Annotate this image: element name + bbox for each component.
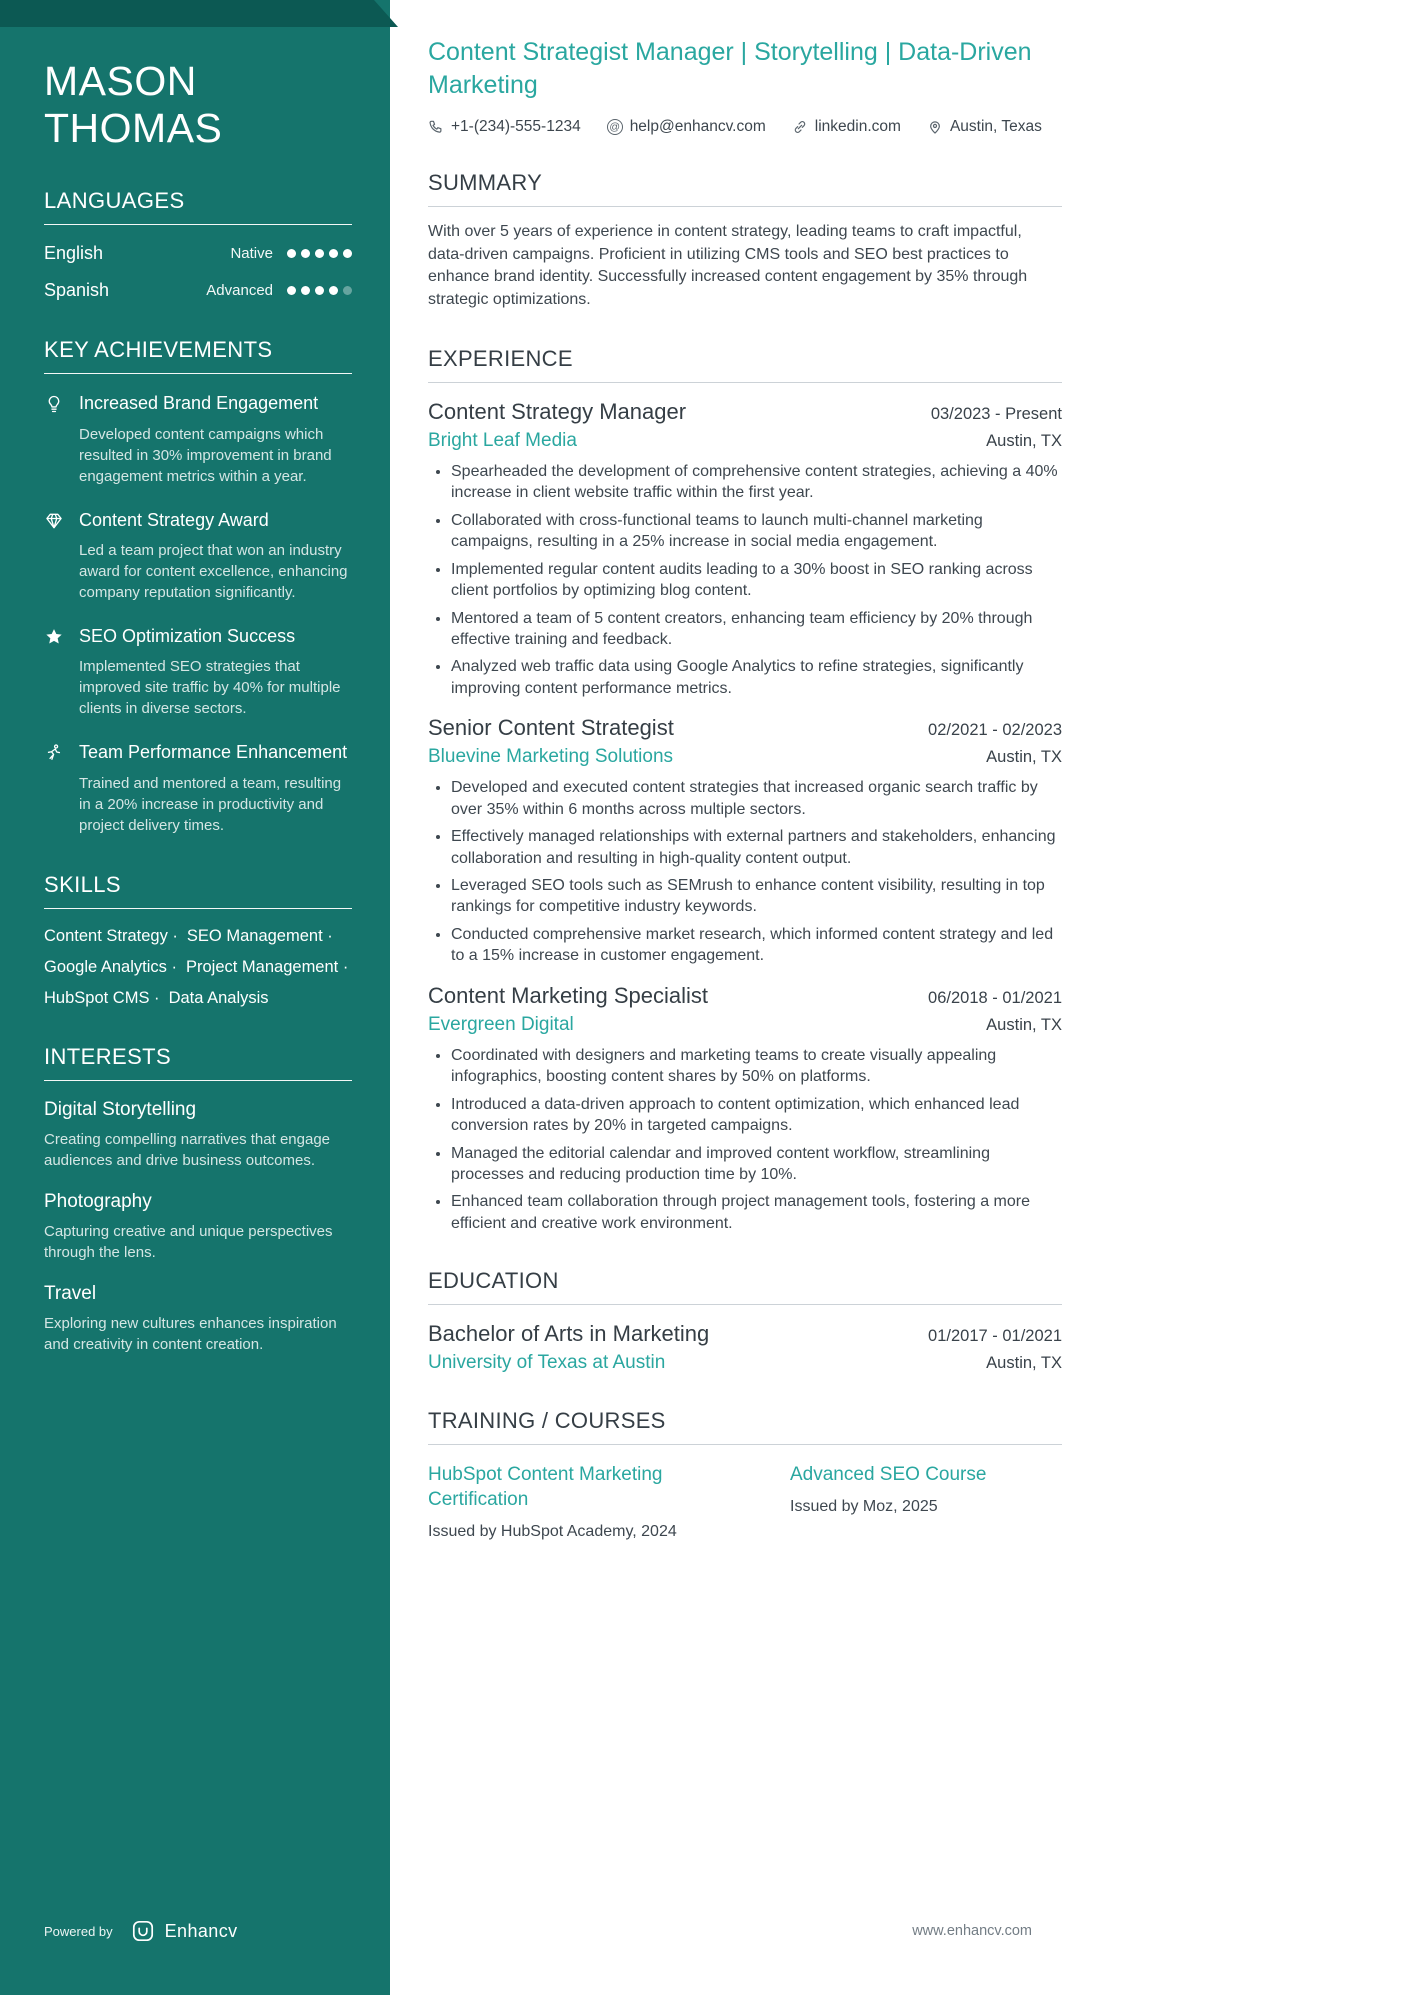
bullet-item: • Effectively managed relationships with external partners and stakeholders, enhancing collaboration and resulting in high-quality content output. bbox=[451, 826, 1062, 869]
skill-item: SEO Management · bbox=[187, 927, 333, 946]
skills-heading: SKILLS bbox=[44, 872, 352, 909]
interest-item bbox=[44, 1191, 352, 1263]
language-level-dots bbox=[287, 249, 352, 258]
email-contact[interactable] bbox=[607, 118, 766, 136]
phone-contact bbox=[428, 118, 581, 136]
job-dates: 03/2023 - Present bbox=[930, 404, 1062, 423]
skill-item: Project Management · bbox=[186, 958, 348, 977]
summary-text: With over 5 years of experience in content strategy, leading teams to craft impactful, data-driven campaigns. Proficient in utilizing CMS tools and SEO best practices to enhance brand identity. Successfully increased content engagement by 35% through strategic optimizations. bbox=[428, 223, 1028, 309]
experience-entry bbox=[428, 399, 1062, 699]
education-heading: EDUCATION bbox=[428, 1268, 1062, 1305]
phone-icon bbox=[428, 119, 444, 135]
course-issuer: Issued by HubSpot Academy, 2024 bbox=[428, 1522, 677, 1540]
education-dates: 01/2017 - 01/2021 bbox=[928, 1327, 1062, 1346]
powered-by-label: Powered by bbox=[44, 1923, 113, 1939]
sidebar-footer bbox=[44, 1919, 238, 1943]
job-title: Content Marketing Specialist bbox=[428, 982, 709, 1008]
main-content bbox=[390, 0, 1062, 1541]
achievement-description: Implemented SEO strategies that improved site traffic by 40% for multiple clients in diverse sectors. bbox=[79, 658, 341, 718]
summary-heading: SUMMARY bbox=[428, 170, 1062, 207]
language-level: Advanced bbox=[206, 282, 273, 300]
bullet-item: • Enhanced team collaboration through project management tools, fostering a more efficient and creative work environment. bbox=[451, 1191, 1062, 1234]
interest-description: Capturing creative and unique perspectives through the lens. bbox=[44, 1222, 333, 1261]
experience-entry bbox=[428, 983, 1062, 1235]
header-accent-band bbox=[0, 0, 398, 27]
job-location: Austin, TX bbox=[986, 431, 1062, 450]
linkedin-url[interactable]: linkedin.com bbox=[814, 118, 901, 135]
company-name: Evergreen Digital bbox=[428, 1013, 574, 1035]
interests-heading: INTERESTS bbox=[44, 1044, 352, 1081]
bullet-item: • Leveraged SEO tools such as SEMrush to enhance content visibility, resulting in top rankings for competitive industry keywords. bbox=[451, 875, 1062, 918]
runner-icon bbox=[44, 741, 66, 835]
degree-title: Bachelor of Arts in Marketing bbox=[428, 1321, 710, 1347]
achievement-description: Developed content campaigns which resulted in 30% improvement in brand engagement metrics within a year. bbox=[79, 425, 332, 485]
languages-section bbox=[44, 188, 352, 301]
summary-section bbox=[428, 170, 1062, 312]
language-name: English bbox=[44, 243, 104, 264]
email-icon: @ bbox=[607, 119, 623, 135]
link-icon bbox=[792, 119, 808, 135]
job-location: Austin, TX bbox=[986, 1015, 1062, 1034]
achievement-description: Led a team project that won an industry award for content excellence, enhancing company reputation significantly. bbox=[79, 542, 348, 602]
company-name: Bright Leaf Media bbox=[428, 429, 577, 451]
star-icon bbox=[44, 625, 66, 719]
achievement-item bbox=[44, 741, 352, 835]
education-entry bbox=[428, 1321, 1062, 1374]
location-contact bbox=[927, 118, 1042, 136]
candidate-name bbox=[44, 58, 352, 152]
job-bullet-list bbox=[428, 777, 1062, 967]
skill-item: Google Analytics · bbox=[44, 958, 177, 977]
training-section bbox=[428, 1408, 1062, 1540]
achievement-title: Increased Brand Engagement bbox=[79, 393, 319, 414]
job-bullet-list bbox=[428, 1045, 1062, 1235]
lightbulb-icon bbox=[44, 392, 66, 486]
interest-item bbox=[44, 1099, 352, 1171]
bullet-item: • Developed and executed content strategies that increased organic search traffic by over 35% within 6 months across multiple sectors. bbox=[451, 777, 1062, 820]
enhancv-logo-text[interactable]: Enhancv bbox=[164, 1920, 238, 1941]
interest-description: Creating compelling narratives that engage audiences and drive business outcomes. bbox=[44, 1130, 331, 1169]
location-pin-icon bbox=[927, 119, 943, 135]
skills-list bbox=[44, 927, 352, 1008]
job-dates: 02/2021 - 02/2023 bbox=[928, 721, 1062, 740]
website-url[interactable]: www.enhancv.com bbox=[912, 1923, 1032, 1939]
bullet-item: • Coordinated with designers and marketing teams to create visually appealing infographics, boosting content shares by 50% on platforms. bbox=[451, 1045, 1062, 1088]
interest-title: Digital Storytelling bbox=[44, 1098, 197, 1120]
achievements-heading: KEY ACHIEVEMENTS bbox=[44, 337, 352, 374]
skill-item: HubSpot CMS · bbox=[44, 989, 160, 1008]
candidate-name-line2: THOMAS bbox=[44, 105, 223, 152]
job-bullet-list bbox=[428, 461, 1062, 699]
language-name: Spanish bbox=[44, 280, 110, 301]
diamond-icon bbox=[44, 509, 66, 603]
course-name: Advanced SEO Course bbox=[790, 1464, 987, 1486]
bullet-item: • Mentored a team of 5 content creators, enhancing team efficiency by 20% through effective training and feedback. bbox=[451, 608, 1062, 651]
candidate-name-line1: MASON bbox=[44, 58, 197, 104]
achievement-item bbox=[44, 392, 352, 486]
course-entry bbox=[790, 1463, 1062, 1540]
courses-row bbox=[428, 1463, 1062, 1540]
achievement-item bbox=[44, 625, 352, 719]
interest-description: Exploring new cultures enhances inspiration and creativity in content creation. bbox=[44, 1314, 337, 1353]
bullet-item: • Implemented regular content audits leading to a 30% boost in SEO ranking across client portfolios by optimizing blog content. bbox=[451, 559, 1062, 602]
email-address[interactable]: help@enhancv.com bbox=[629, 118, 766, 135]
enhancv-logo-icon[interactable] bbox=[131, 1919, 155, 1943]
resume-headline: Content Strategist Manager | Storytelling | Data-Driven Marketing bbox=[428, 38, 1032, 99]
skills-section bbox=[44, 872, 352, 1008]
experience-heading: EXPERIENCE bbox=[428, 346, 1062, 383]
bullet-item: • Spearheaded the development of comprehensive content strategies, achieving a 40% increase in client website traffic within the first year. bbox=[451, 461, 1062, 504]
bullet-item: • Introduced a data-driven approach to content optimization, which enhanced lead conversion rates by 20% in targeted campaigns. bbox=[451, 1094, 1062, 1137]
interests-section bbox=[44, 1044, 352, 1355]
linkedin-contact[interactable] bbox=[792, 118, 901, 136]
education-location: Austin, TX bbox=[986, 1354, 1062, 1373]
language-row bbox=[44, 280, 352, 301]
achievement-title: SEO Optimization Success bbox=[79, 626, 296, 647]
experience-section bbox=[428, 346, 1062, 1234]
company-name: Bluevine Marketing Solutions bbox=[428, 746, 674, 768]
job-location: Austin, TX bbox=[986, 748, 1062, 767]
phone-number: +1-(234)-555-1234 bbox=[451, 118, 581, 135]
bullet-item: • Collaborated with cross-functional teams to launch multi-channel marketing campaigns, resulting in a 25% increase in social media engagement. bbox=[451, 510, 1062, 553]
job-dates: 06/2018 - 01/2021 bbox=[928, 988, 1062, 1007]
interest-title: Photography bbox=[44, 1190, 152, 1212]
interest-item bbox=[44, 1283, 352, 1355]
language-level-dots bbox=[287, 286, 352, 295]
language-level: Native bbox=[230, 245, 273, 263]
sidebar bbox=[0, 0, 390, 1995]
bullet-item: • Conducted comprehensive market research, which informed content strategy and led to a 15% increase in customer engagement. bbox=[451, 924, 1062, 967]
course-entry bbox=[428, 1463, 768, 1540]
education-section bbox=[428, 1268, 1062, 1374]
skill-item: Content Strategy · bbox=[44, 927, 178, 946]
achievements-section bbox=[44, 337, 352, 836]
languages-heading: LANGUAGES bbox=[44, 188, 352, 225]
interest-title: Travel bbox=[44, 1282, 97, 1304]
course-name: HubSpot Content Marketing Certification bbox=[428, 1464, 663, 1510]
school-name: University of Texas at Austin bbox=[428, 1352, 666, 1374]
contact-row bbox=[428, 118, 1062, 136]
bullet-item: • Managed the editorial calendar and improved content workflow, streamlining processes and reducing production time by 10%. bbox=[451, 1143, 1062, 1186]
achievement-title: Content Strategy Award bbox=[79, 509, 269, 530]
achievement-title: Team Performance Enhancement bbox=[79, 742, 348, 763]
bullet-item: • Analyzed web traffic data using Google Analytics to refine strategies, significantly improving content performance metrics. bbox=[451, 656, 1062, 699]
language-row bbox=[44, 243, 352, 264]
job-title: Content Strategy Manager bbox=[428, 398, 687, 424]
skill-item: Data Analysis bbox=[168, 988, 269, 1007]
course-issuer: Issued by Moz, 2025 bbox=[790, 1497, 938, 1515]
achievement-item bbox=[44, 509, 352, 603]
job-title: Senior Content Strategist bbox=[428, 715, 674, 741]
location-text: Austin, Texas bbox=[949, 118, 1042, 135]
training-heading: TRAINING / COURSES bbox=[428, 1408, 1062, 1445]
experience-entry bbox=[428, 715, 1062, 967]
achievement-description: Trained and mentored a team, resulting in a 20% increase in productivity and project delivery times. bbox=[79, 774, 342, 834]
